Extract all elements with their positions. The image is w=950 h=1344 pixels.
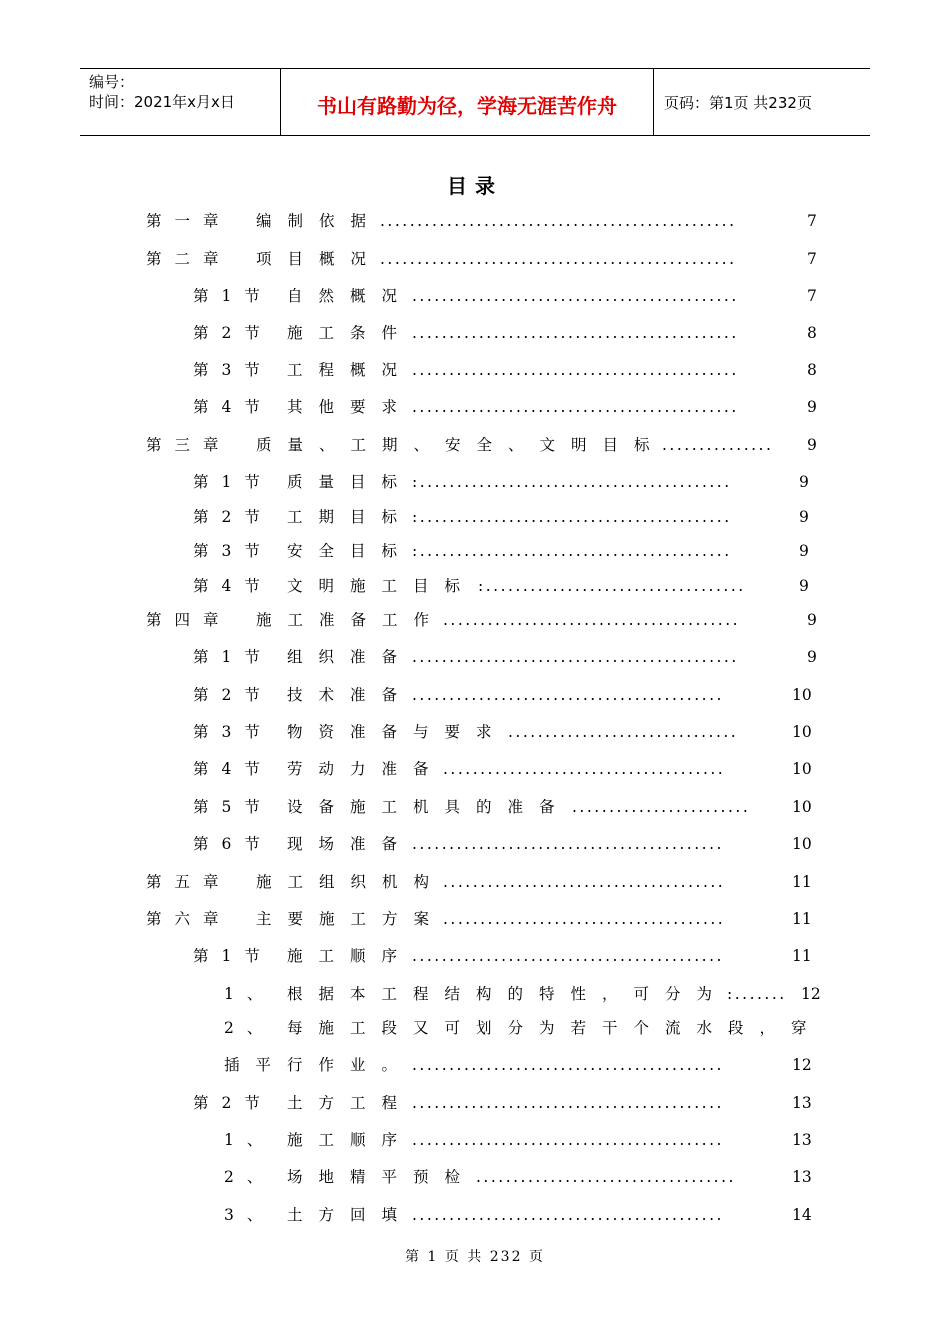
toc-entry-page-number: 13 [792, 1131, 812, 1149]
toc-entry-leader-dots [412, 1054, 724, 1076]
toc-entry-title-text: 土方工程 [287, 1094, 414, 1112]
toc-entry-label [146, 908, 232, 930]
toc-entry-page-number: 10 [792, 835, 812, 853]
toc-entry-label-text: 第1节 [193, 947, 273, 965]
toc-entry-title[interactable] [256, 871, 445, 893]
toc-entry-title[interactable] [287, 833, 413, 855]
toc-entry-title-text: 根据本工程结构的特性，可分为 [287, 985, 729, 1003]
toc-entry-title-text: 项目概况 [256, 250, 383, 268]
toc-entry-label [146, 609, 232, 631]
toc-entry-label-text: 第五章 [146, 873, 232, 891]
toc-entry-dots-text: ............................................ [412, 361, 739, 379]
toc-entry-label [193, 471, 273, 493]
toc-entry-leader-dots [443, 908, 725, 930]
toc-entry-leader-dots [443, 758, 725, 780]
toc-entry-title-text: 设备施工机具的准备 [287, 798, 571, 816]
toc-entry-label [193, 396, 273, 418]
toc-entry-leader-dots [443, 609, 740, 631]
toc-entry-label [193, 796, 273, 818]
toc-entry-title-text: 组织准备 [287, 648, 414, 666]
toc-entry-label-text: 第2节 [193, 324, 273, 342]
toc-entry-dots-text: :.......................................... [412, 473, 732, 491]
header-motto-cell [281, 69, 654, 135]
toc-entry-dots-text: ............................................ [412, 398, 739, 416]
toc-entry-title[interactable] [287, 1017, 823, 1039]
toc-entry-dots-text: .......................................... [412, 1056, 724, 1074]
toc-entry-label-text: 第1节 [193, 648, 273, 666]
toc-entry-title[interactable] [287, 684, 413, 706]
document-header [80, 68, 870, 136]
toc-entry-dots-text: .......................................... [412, 1131, 724, 1149]
toc-entry-page-number: 8 [807, 361, 817, 379]
toc-entry-title[interactable] [287, 945, 413, 967]
toc-entry-title-text: 每施工段又可划分为若干个流水段，穿 [287, 1019, 823, 1037]
toc-entry-leader-dots [443, 871, 725, 893]
toc-entry-title[interactable] [287, 285, 413, 307]
toc-entry-title-text: 土方回填 [287, 1206, 414, 1224]
toc-entry-title[interactable] [287, 796, 571, 818]
toc-entry-leader-dots [412, 396, 739, 418]
toc-entry-label [193, 833, 273, 855]
toc-entry-label-text: 第2节 [193, 1094, 273, 1112]
toc-entry-label [193, 758, 273, 780]
toc-entry-label-text: 1、 [224, 985, 276, 1003]
toc-entry-title-text: 质量目标 [287, 473, 414, 491]
toc-entry-label [193, 646, 273, 668]
toc-entry-label-text: 2、 [224, 1019, 276, 1037]
toc-entry-title-text: 质量、工期、安全、文明目标 [256, 436, 666, 454]
toc-entry-label [193, 684, 273, 706]
toc-entry-dots-text: ............... [662, 436, 774, 454]
toc-entry-title[interactable] [287, 1092, 413, 1114]
toc-entry-leader-dots [380, 248, 737, 270]
toc-entry-dots-text: .......................................... [412, 835, 724, 853]
toc-entry-label [193, 540, 273, 562]
toc-entry-dots-text: .......................................... [412, 947, 724, 965]
toc-entry-page-number: 9 [799, 508, 809, 526]
toc-entry-leader-dots [412, 1092, 724, 1114]
toc-entry-label [224, 1129, 275, 1151]
toc-entry-title-text: 施工准备工作 [256, 611, 446, 629]
toc-entry-title[interactable] [287, 322, 413, 344]
toc-entry-dots-text: ...................................... [443, 873, 726, 891]
toc-entry-dots-text: :.......................................... [412, 542, 732, 560]
toc-entry-page-number: 9 [807, 398, 817, 416]
toc-entry-label [224, 1017, 275, 1039]
toc-entry-page-number: 10 [792, 686, 812, 704]
toc-entry-label-text: 第2节 [193, 508, 273, 526]
toc-entry-label [146, 434, 232, 456]
toc-entry-label-text: 第4节 [193, 577, 273, 595]
toc-entry-title-text: 技术准备 [287, 686, 414, 704]
header-page-info: 页码：第1页 共232页 [664, 93, 812, 112]
toc-entry-label-text: 第一章 [146, 212, 232, 230]
toc-entry-label [193, 721, 273, 743]
toc-entry-title-text: 其他要求 [287, 398, 414, 416]
toc-entry-label-text: 第5节 [193, 798, 273, 816]
toc-entry-title[interactable] [256, 609, 445, 631]
toc-entry-label [224, 983, 275, 1005]
toc-entry-title[interactable] [287, 396, 413, 418]
toc-entry-title[interactable] [287, 359, 413, 381]
toc-entry-title[interactable] [256, 210, 382, 232]
page-footer: 第 1 页 共 232 页 [405, 1249, 545, 1265]
toc-entry-page-number: 11 [792, 947, 812, 965]
toc-entry-label-text: 第4节 [193, 398, 273, 416]
toc-entry-page-number: 12 [792, 1056, 812, 1074]
toc-entry-title-text: 场地精平预检 [287, 1168, 477, 1186]
toc-entry-title[interactable] [287, 1166, 476, 1188]
toc-entry-title[interactable] [287, 646, 413, 668]
toc-entry-page-number: 12 [801, 985, 821, 1003]
toc-entry-label [193, 1092, 273, 1114]
toc-entry-page-number: 9 [799, 542, 809, 560]
toc-entry-leader-dots [412, 684, 724, 706]
toc-entry-title[interactable] [287, 983, 728, 1005]
toc-entry-leader-dots [412, 1204, 724, 1226]
toc-entry-title-text: 插平行作业。 [224, 1056, 414, 1074]
toc-entry-page-number: 9 [799, 473, 809, 491]
toc-entry-leader-dots [662, 434, 773, 456]
toc-entry-dots-text: :....... [727, 985, 787, 1003]
toc-entry-page-number: 7 [807, 287, 817, 305]
toc-entry-title[interactable] [256, 908, 445, 930]
toc-entry-label-text: 第1节 [193, 287, 273, 305]
toc-entry-leader-dots [476, 1166, 736, 1188]
toc-entry-label-text: 第3节 [193, 542, 273, 560]
toc-entry-label [193, 285, 273, 307]
toc-entry-dots-text: ............................................ [412, 648, 739, 666]
toc-entry-title[interactable] [256, 248, 382, 270]
toc-entry-leader-dots [412, 506, 732, 528]
toc-entry-page-number: 13 [792, 1094, 812, 1112]
toc-entry-title-text: 文明施工目标 [287, 577, 477, 595]
toc-entry-leader-dots [508, 721, 738, 743]
toc-entry-page-number: 7 [807, 250, 817, 268]
toc-entry-title[interactable] [256, 434, 666, 456]
toc-entry-dots-text: ...................................... [443, 760, 726, 778]
header-meta-cell [80, 69, 281, 135]
toc-entry-label-text: 第三章 [146, 436, 232, 454]
toc-entry-label-text: 第二章 [146, 250, 232, 268]
toc-entry-label [193, 945, 273, 967]
toc-entry-page-number: 14 [792, 1206, 812, 1224]
toc-entry-title[interactable] [287, 721, 508, 743]
toc-entry-label-text: 第4节 [193, 760, 273, 778]
toc-entry-title-text: 自然概况 [287, 287, 414, 305]
toc-entry-title-text: 物资准备与要求 [287, 723, 508, 741]
toc-entry-dots-text: ........................ [572, 798, 751, 816]
toc-entry-title-text: 施工顺序 [287, 1131, 414, 1149]
toc-entry-page-number: 8 [807, 324, 817, 342]
toc-entry-page-number: 10 [792, 723, 812, 741]
toc-entry-label-text: 2、 [224, 1168, 276, 1186]
toc-entry-leader-dots [412, 359, 739, 381]
toc-entry-page-number: 9 [807, 436, 817, 454]
toc-entry-page-number: 9 [799, 577, 809, 595]
toc-entry-leader-dots [412, 945, 724, 967]
toc-entry-title-text: 施工组织机构 [256, 873, 446, 891]
toc-entry-dots-text: ............................................ [412, 324, 739, 342]
toc-entry-leader-dots [412, 646, 739, 668]
toc-entry-label-text: 1、 [224, 1131, 276, 1149]
toc-entry-title-text: 劳动力准备 [287, 760, 445, 778]
toc-entry-label-text: 第2节 [193, 686, 273, 704]
toc-entry-page-number: 13 [792, 1168, 812, 1186]
toc-entry-dots-text: .......................................... [412, 686, 724, 704]
toc-entry-label-text: 第四章 [146, 611, 232, 629]
toc-entry-leader-dots [412, 322, 739, 344]
toc-entry-label [193, 359, 273, 381]
toc-entry-leader-dots [727, 983, 787, 1005]
toc-entry-label [146, 871, 232, 893]
toc-entry-dots-text: ........................................ [443, 611, 741, 629]
toc-entry-title-text: 安全目标 [287, 542, 414, 560]
toc-entry-dots-text: ................................................ [380, 212, 737, 230]
toc-entry-dots-text: ................................... [476, 1168, 736, 1186]
toc-entry-dots-text: .......................................... [412, 1094, 724, 1112]
toc-entry-dots-text: ...................................... [443, 910, 726, 928]
toc-entry-label-text: 第六章 [146, 910, 232, 928]
toc-entry-title[interactable] [287, 1129, 413, 1151]
header-motto: 书山有路勤为径，学海无涯苦作舟 [317, 93, 617, 118]
toc-entry-leader-dots [478, 575, 746, 597]
toc-entry-label [224, 1204, 275, 1226]
toc-entry-page-number: 9 [807, 648, 817, 666]
toc-entry-page-number: 11 [792, 910, 812, 928]
toc-entry-label-text: 第6节 [193, 835, 273, 853]
toc-entry-label-text: 3、 [224, 1206, 276, 1224]
toc-entry-title[interactable] [287, 540, 413, 562]
toc-title: 目录 [447, 174, 503, 198]
document-date: 时间：2021年x月x日 [89, 93, 235, 111]
toc-entry-title-text: 施工顺序 [287, 947, 414, 965]
toc-entry-title[interactable] [287, 1204, 413, 1226]
toc-entry-label [146, 210, 232, 232]
toc-entry-leader-dots [412, 285, 739, 307]
toc-entry-page-number: 10 [792, 760, 812, 778]
toc-entry-title-text: 工期目标 [287, 508, 414, 526]
toc-entry-label [193, 506, 273, 528]
toc-entry-dots-text: :.......................................... [412, 508, 732, 526]
document-number-label: 编号： [89, 73, 135, 91]
toc-entry-leader-dots [412, 540, 732, 562]
toc-entry-leader-dots [572, 796, 750, 818]
toc-entry-title-text: 施工条件 [287, 324, 414, 342]
toc-entry-title-text: 主要施工方案 [256, 910, 446, 928]
toc-entry-leader-dots [412, 1129, 724, 1151]
toc-entry-page-number: 9 [807, 611, 817, 629]
toc-entry-label [146, 248, 232, 270]
toc-entry-title-text: 现场准备 [287, 835, 414, 853]
toc-entry-dots-text: .......................................... [412, 1206, 724, 1224]
toc-entry-label-text: 第1节 [193, 473, 273, 491]
toc-entry-title[interactable] [287, 506, 413, 528]
toc-entry-label-text: 第3节 [193, 361, 273, 379]
toc-entry-label [193, 575, 273, 597]
toc-entry-page-number: 11 [792, 873, 812, 891]
toc-entry-label [224, 1166, 275, 1188]
toc-entry-dots-text: :................................... [478, 577, 746, 595]
toc-entry-label [193, 322, 273, 344]
toc-entry-leader-dots [412, 471, 732, 493]
toc-entry-label-text: 第3节 [193, 723, 273, 741]
toc-entry-page-number: 10 [792, 798, 812, 816]
toc-entry-dots-text: ................................................ [380, 250, 737, 268]
toc-entry-title-text: 编制依据 [256, 212, 383, 230]
toc-entry-page-number: 7 [807, 212, 817, 230]
toc-entry-title-text: 工程概况 [287, 361, 414, 379]
toc-entry-title[interactable] [287, 471, 413, 493]
toc-entry-dots-text: ............................................ [412, 287, 739, 305]
toc-entry-title[interactable] [224, 1054, 413, 1076]
toc-entry-leader-dots [412, 833, 724, 855]
toc-entry-leader-dots [380, 210, 737, 232]
header-page-cell [654, 69, 870, 135]
toc-entry-title[interactable] [287, 758, 445, 780]
toc-entry-title[interactable] [287, 575, 476, 597]
toc-entry-dots-text: ............................... [508, 723, 739, 741]
